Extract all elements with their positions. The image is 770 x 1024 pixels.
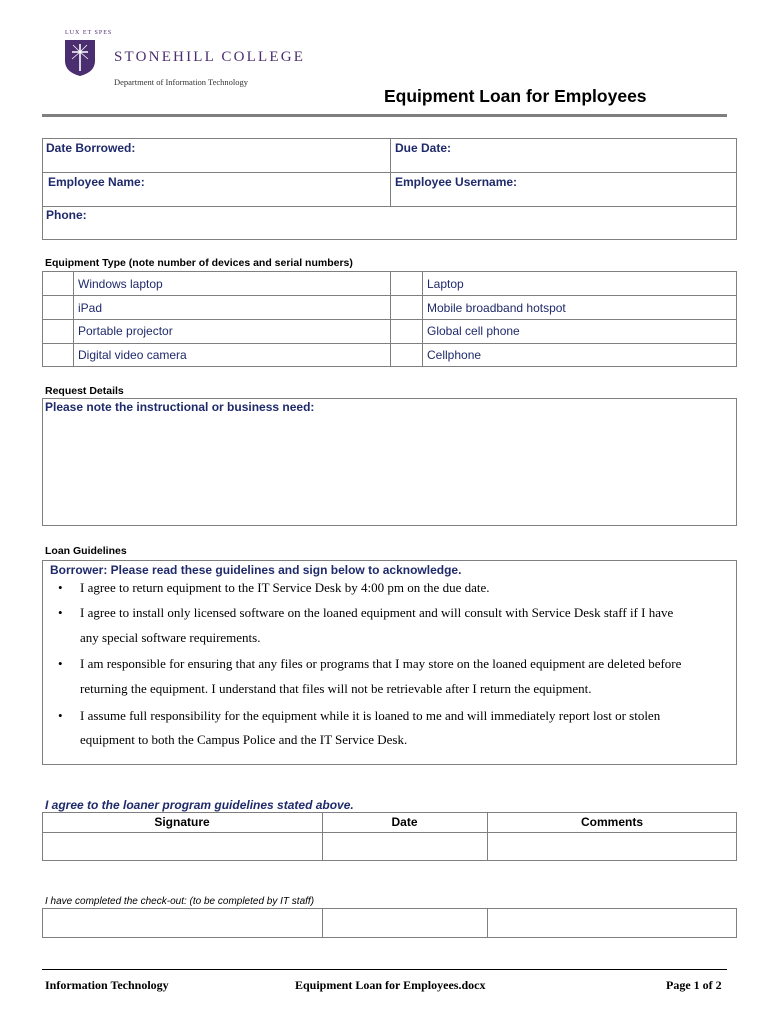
employee-name-field[interactable]: Employee Name: bbox=[48, 175, 145, 189]
bullet-icon: • bbox=[58, 580, 63, 595]
signature-input[interactable] bbox=[43, 833, 322, 860]
title-divider bbox=[42, 114, 727, 117]
equipment-item-label: iPad bbox=[78, 301, 103, 315]
signature-column-header: Signature bbox=[154, 815, 210, 829]
equipment-row-divider bbox=[42, 343, 737, 344]
guidelines-heading: Loan Guidelines bbox=[45, 545, 127, 557]
equipment-item-label: Mobile broadband hotspot bbox=[427, 301, 566, 315]
phone-field[interactable]: Phone: bbox=[46, 208, 87, 222]
borrower-info-row-divider bbox=[42, 206, 737, 207]
checkout-comments-input[interactable] bbox=[488, 909, 736, 937]
guideline-text: I agree to return equipment to the IT Service Desk by 4:00 pm on the due date. bbox=[80, 580, 490, 595]
guideline-text: I agree to install only licensed software on the loaned equipment and will consult with Service Desk staff if I have bbox=[80, 605, 674, 620]
equipment-row-divider bbox=[42, 319, 737, 320]
employee-username-field[interactable]: Employee Username: bbox=[395, 175, 518, 189]
equipment-item-label: Portable projector bbox=[78, 324, 173, 338]
footer-divider bbox=[42, 969, 727, 970]
guideline-text-cont: any special software requirements. bbox=[80, 630, 261, 645]
date-borrowed-field[interactable]: Date Borrowed: bbox=[46, 141, 136, 155]
date-column-header: Date bbox=[391, 815, 418, 829]
equipment-checkbox-ipad[interactable] bbox=[43, 296, 73, 319]
guideline-item bbox=[58, 580, 490, 596]
logo-college-name: STONEHILL COLLEGE bbox=[114, 49, 306, 65]
bullet-icon: • bbox=[58, 708, 63, 723]
footer-page-number: Page 1 of 2 bbox=[666, 978, 722, 992]
guideline-text: I am responsible for ensuring that any files or programs that I may store on the loaned equipment are deleted before bbox=[80, 656, 682, 671]
guideline-text: I assume full responsibility for the equipment while it is loaned to me and will immediately report lost or stolen bbox=[80, 708, 661, 723]
due-date-field[interactable]: Due Date: bbox=[395, 141, 452, 155]
bullet-icon: • bbox=[58, 605, 63, 620]
guideline-item bbox=[58, 605, 673, 621]
equipment-checkbox-cellphone[interactable] bbox=[391, 344, 422, 367]
checkout-date-input[interactable] bbox=[323, 909, 487, 937]
equipment-item-label: Global cell phone bbox=[427, 324, 520, 338]
equipment-row-divider bbox=[42, 295, 737, 296]
shield-icon bbox=[64, 39, 96, 77]
page-title: Equipment Loan for Employees bbox=[384, 86, 647, 106]
agreement-statement: I agree to the loaner program guidelines stated above. bbox=[45, 798, 354, 812]
checkout-statement: I have completed the check-out: (to be completed by IT staff) bbox=[45, 896, 315, 907]
logo-motto: LUX ET SPES bbox=[65, 30, 113, 36]
equipment-checkbox-windows-laptop[interactable] bbox=[43, 272, 73, 295]
equipment-checkbox-video-camera[interactable] bbox=[43, 344, 73, 367]
logo-department: Department of Information Technology bbox=[114, 77, 249, 87]
equipment-item-label: Windows laptop bbox=[78, 277, 163, 291]
equipment-checkbox-hotspot[interactable] bbox=[391, 296, 422, 319]
guideline-item bbox=[58, 656, 681, 672]
guideline-text-cont: equipment to both the Campus Police and the IT Service Desk. bbox=[80, 732, 408, 747]
guideline-text-cont: returning the equipment. I understand that files will not be retrievable after I return the equipment. bbox=[80, 681, 592, 696]
bullet-icon: • bbox=[58, 656, 63, 671]
signature-date-input[interactable] bbox=[323, 833, 487, 860]
comments-column-header: Comments bbox=[580, 815, 643, 829]
footer-department: Information Technology bbox=[45, 978, 169, 992]
guidelines-intro: Borrower: Please read these guidelines and sign below to acknowledge. bbox=[50, 563, 462, 577]
guideline-item bbox=[58, 708, 660, 724]
checkout-signature-input[interactable] bbox=[43, 909, 322, 937]
request-prompt: Please note the instructional or business need: bbox=[45, 400, 315, 414]
equipment-checkbox-laptop[interactable] bbox=[391, 272, 422, 295]
footer-filename: Equipment Loan for Employees.docx bbox=[295, 978, 486, 992]
request-details-field[interactable] bbox=[42, 398, 737, 526]
equipment-checkbox-global-phone[interactable] bbox=[391, 320, 422, 343]
equipment-item-label: Cellphone bbox=[427, 348, 482, 362]
request-heading: Request Details bbox=[45, 385, 124, 397]
signature-comments-input[interactable] bbox=[488, 833, 736, 860]
equipment-checkbox-projector[interactable] bbox=[43, 320, 73, 343]
college-logo bbox=[62, 30, 306, 90]
equipment-item-label: Laptop bbox=[427, 277, 464, 291]
equipment-heading: Equipment Type (note number of devices and serial numbers) bbox=[45, 257, 353, 269]
equipment-item-label: Digital video camera bbox=[78, 348, 187, 362]
borrower-info-row-divider bbox=[42, 172, 737, 173]
